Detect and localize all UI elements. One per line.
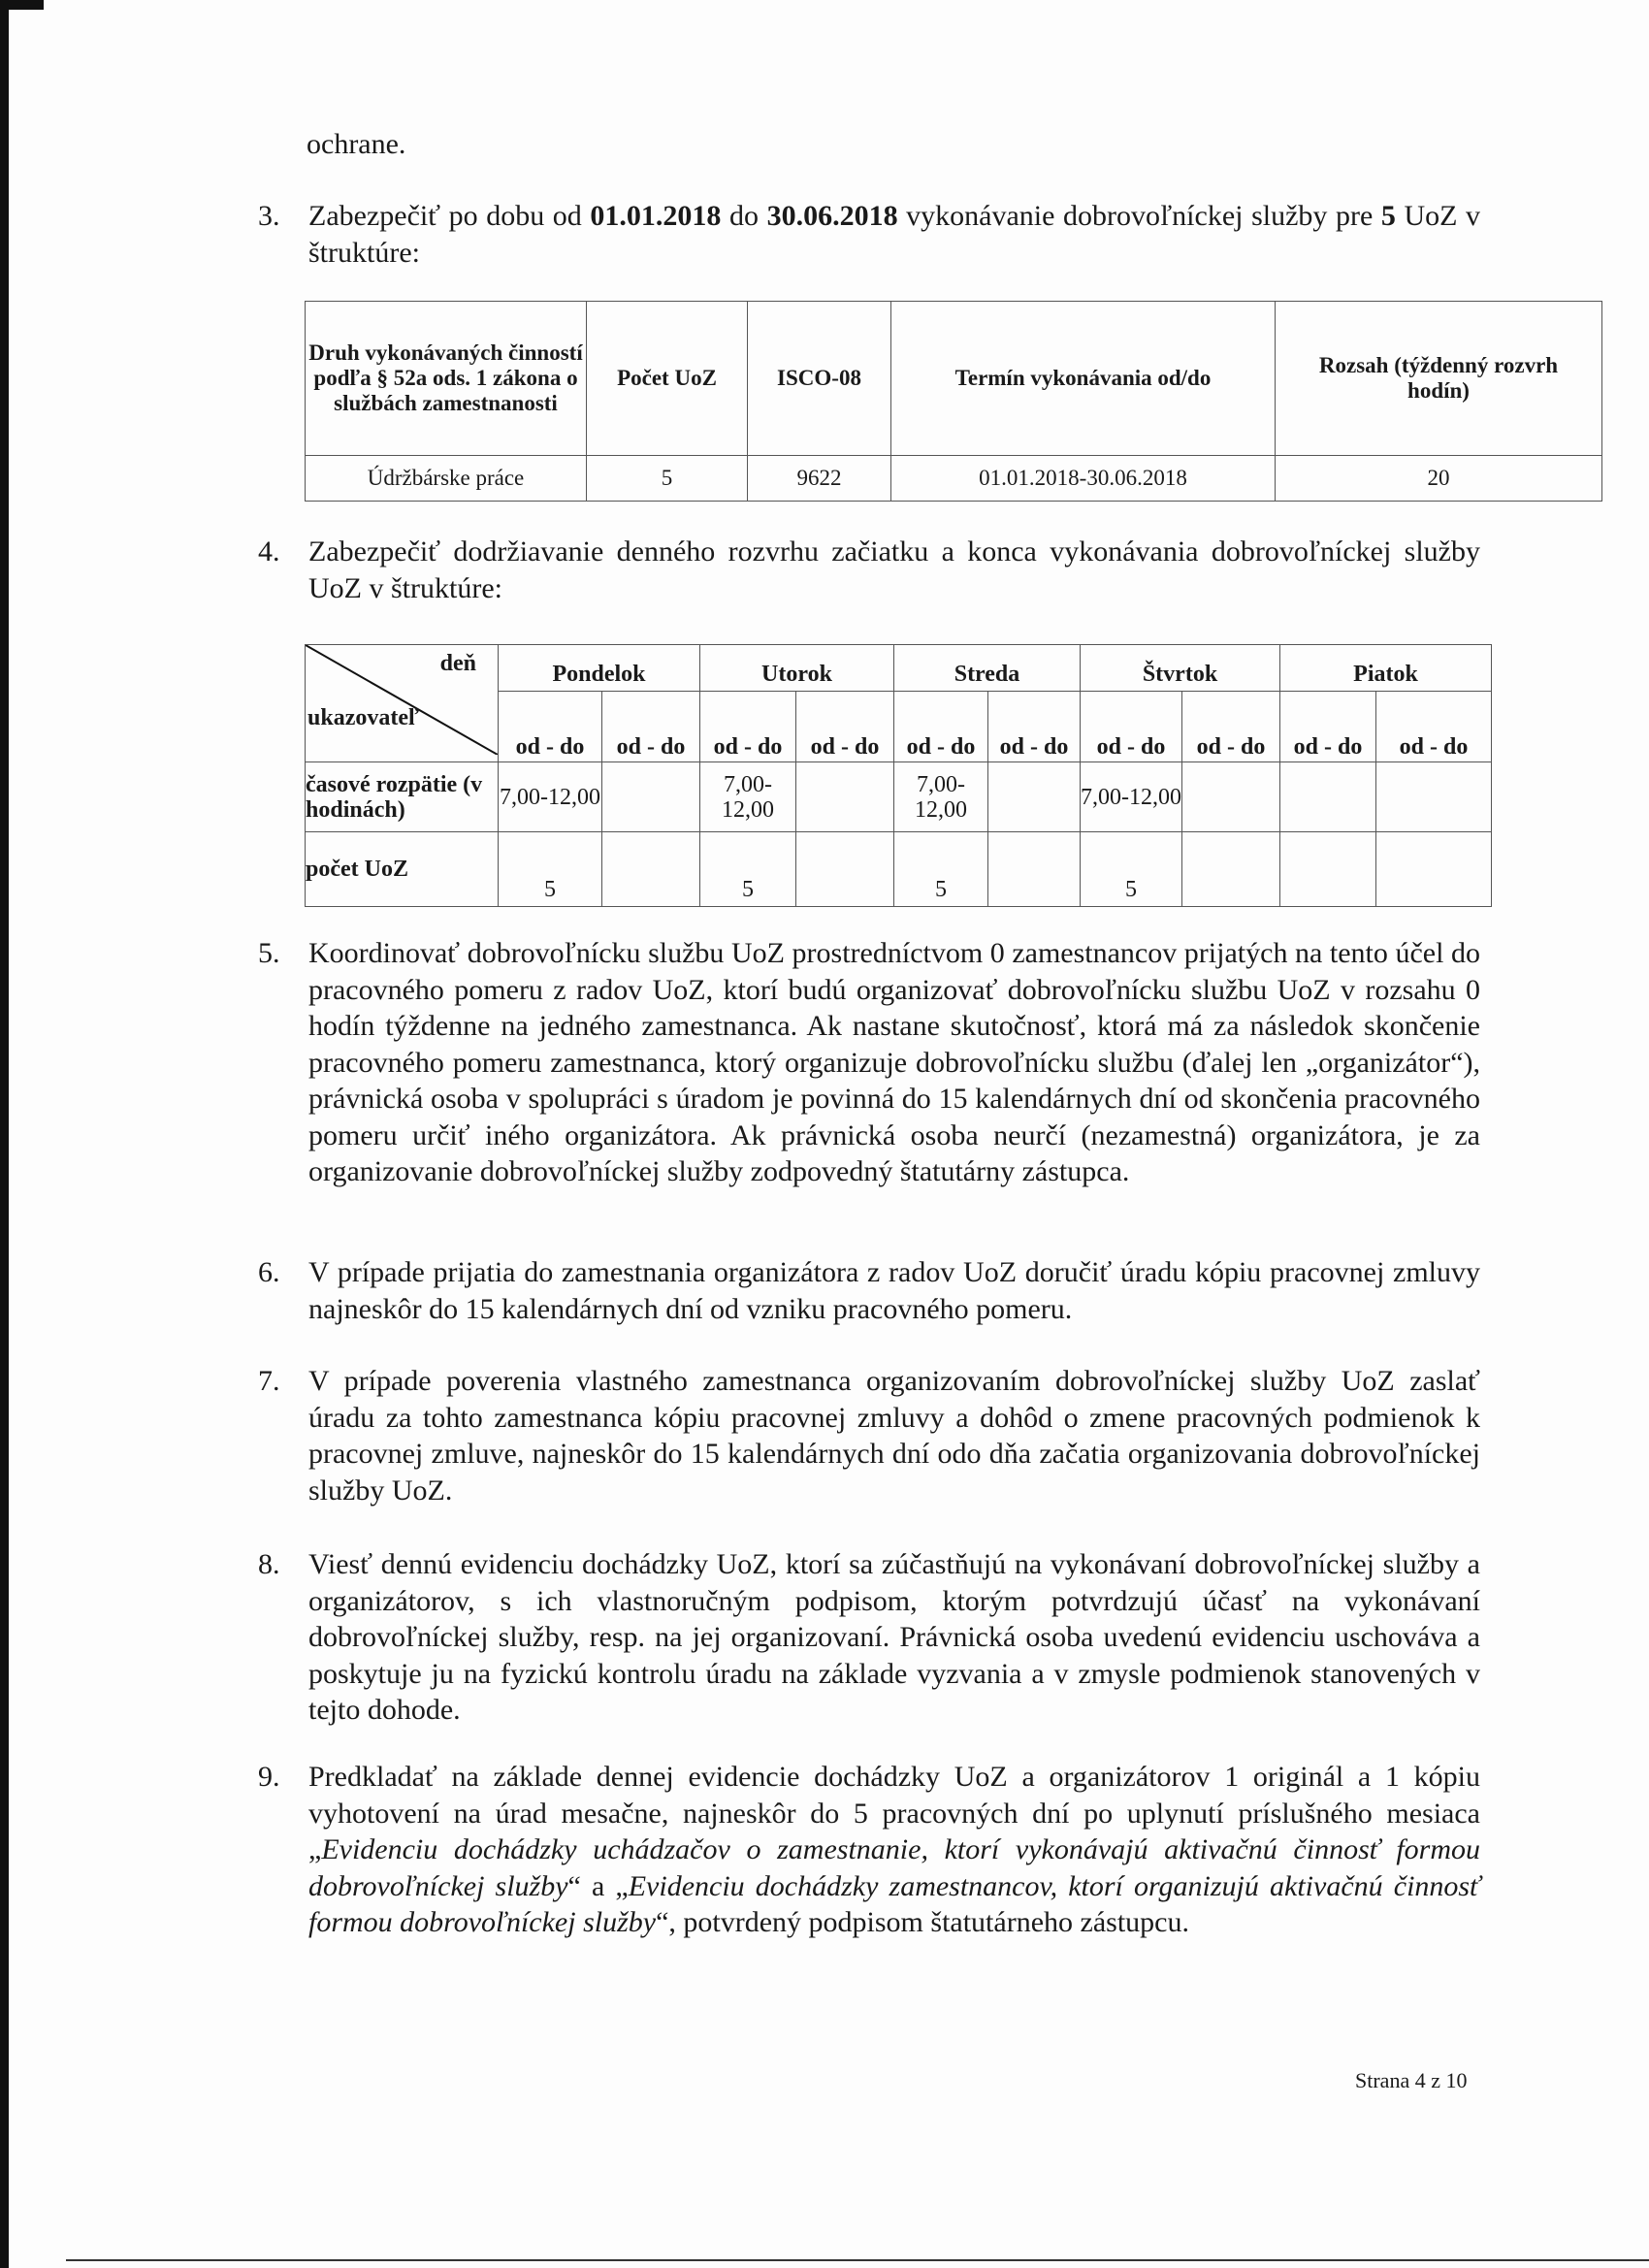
cell-time — [796, 762, 894, 832]
cell-isco: 9622 — [748, 456, 891, 502]
header-uoz-count: Počet UoZ — [587, 302, 748, 456]
cell-count — [602, 832, 700, 907]
day-header-row — [306, 645, 1492, 692]
subheader-od-do: od - do — [499, 692, 602, 762]
page-bottom-edge — [66, 2259, 1649, 2261]
item-3-text: Zabezpečiť po dobu od 01.01.2018 do 30.06.2018 vykonávanie dobrovoľníckej služby pre 5 UoZ v štruktúre: — [308, 200, 1481, 269]
table-row — [306, 832, 1492, 907]
table-header-row — [306, 302, 1602, 456]
subheader-od-do: od - do — [700, 692, 796, 762]
subheader-od-do: od - do — [1182, 692, 1280, 762]
corner-indicator-label: ukazovateľ — [307, 705, 420, 730]
header-term: Termín vykonávania od/do — [891, 302, 1276, 456]
item-9-text: Predkladať na základe dennej evidencie dochádzky UoZ a organizátorov 1 originál a 1 kópiu vyhotovení na úrad mesačne, najneskôr do 5 pracovných dní po uplynutí príslušného mesiaca „Evidenciu dochádzky uchádzačov o zamestnanie, ktorí vykonávajú aktivačnú činnosť formou dobrovoľníckej služby“ a „Evidenciu dochádzky zamestnancov, ktorí organizujú aktivačnú činnosť formou dobrovoľníckej služby“, potvrdený podpisom štatutárneho zástupcu. — [308, 1761, 1480, 1938]
cell-count: 5 — [1081, 832, 1182, 907]
cell-count: 5 — [700, 832, 796, 907]
header-isco: ISCO-08 — [748, 302, 891, 456]
item-5-text: Koordinovať dobrovoľnícku službu UoZ prostredníctvom 0 zamestnancov prijatých na tento účel do pracovného pomeru z radov UoZ, ktorí budú organizovať dobrovoľnícku službu UoZ v rozsahu 0 hodín týždenne na jedného zamestnanca. Ak nastane skutočnosť, ktorá má za následok skončenie pracovného pomeru zamestnanca, ktorý organizuje dobrovoľnícku službu (ďalej len „organizátor“), právnická osoba v spolupráci s úradom je povinná do 15 kalendárnych dní od skončenia pracovného pomeru určiť iného organizátora. Ak právnická osoba neurčí (nezamestná) organizátora, je za organizovanie dobrovoľníckej služby zodpovedný štatutárny zástupca. — [308, 937, 1480, 1187]
cell-time — [1280, 762, 1376, 832]
cell-time: 7,00-12,00 — [1081, 762, 1182, 832]
table-row — [306, 456, 1602, 502]
cell-term: 01.01.2018-30.06.2018 — [891, 456, 1276, 502]
cell-time: 7,00-12,00 — [700, 762, 796, 832]
item-number: 5. — [258, 937, 280, 969]
cell-count — [796, 832, 894, 907]
scan-edge — [0, 0, 44, 10]
subheader-od-do: od - do — [1081, 692, 1182, 762]
form-title-uoz: Evidenciu dochádzky uchádzačov o zamestnanie, ktorí vykonávajú aktivačnú činnosť formou dobrovoľníckej služby — [308, 1833, 1480, 1902]
subheader-od-do: od - do — [602, 692, 700, 762]
item-4-text: Zabezpečiť dodržiavanie denného rozvrhu začiatku a konca vykonávania dobrovoľníckej služby UoZ v štruktúre: — [308, 535, 1480, 604]
form-title-employees: Evidenciu dochádzky zamestnancov, ktorí organizujú aktivačnú činnosť formou dobrovoľníckej služby — [308, 1869, 1480, 1938]
item-number: 6. — [258, 1256, 280, 1288]
day-wednesday: Streda — [894, 645, 1081, 692]
item-number: 7. — [258, 1365, 280, 1397]
date-from: 01.01.2018 — [590, 200, 722, 232]
cell-time: 7,00-12,00 — [894, 762, 988, 832]
day-tuesday: Utorok — [700, 645, 894, 692]
item-8-text: Viesť dennú evidenciu dochádzky UoZ, ktorí sa zúčastňujú na vykonávaní dobrovoľníckej služby a organizátorov, s ich vlastnoručným podpisom, ktorým potvrdzujú účasť na vykonávaní dobrovoľníckej služby, resp. na jej organizovaní. Právnická osoba uvedenú evidenciu uschováva a poskytuje ju na fyzickú kontrolu úradu na základe vyzvania a v zmysle podmienok stanovených v tejto dohode. — [308, 1548, 1480, 1726]
cell-count — [1376, 832, 1492, 907]
day-monday: Pondelok — [499, 645, 700, 692]
row-label-uoz-count: počet UoZ — [306, 832, 499, 907]
subheader-od-do: od - do — [894, 692, 988, 762]
item-number: 4. — [258, 535, 280, 567]
page-number: Strana 4 z 10 — [1355, 2068, 1468, 2092]
item-6-text: V prípade prijatia do zamestnania organizátora z radov UoZ doručiť úradu kópiu pracovnej zmluvy najneskôr do 15 kalendárnych dní od vzniku pracovného pomeru. — [308, 1256, 1480, 1325]
cell-time — [1376, 762, 1492, 832]
day-friday: Piatok — [1280, 645, 1492, 692]
corner-cell — [306, 645, 499, 762]
cell-range: 20 — [1276, 456, 1602, 502]
intro-fragment: ochrane. — [307, 128, 406, 160]
header-activity-type: Druh vykonávaných činností podľa § 52a ods. 1 zákona o službách zamestnanosti — [306, 302, 587, 456]
cell-count: 5 — [499, 832, 602, 907]
subheader-od-do: od - do — [988, 692, 1081, 762]
scan-edge — [0, 0, 9, 2268]
day-thursday: Štvrtok — [1081, 645, 1280, 692]
item-number: 9. — [258, 1761, 280, 1793]
subheader-od-do: od - do — [796, 692, 894, 762]
cell-count — [1182, 832, 1280, 907]
subheader-od-do: od - do — [1280, 692, 1376, 762]
uoz-count: 5 — [1380, 200, 1396, 232]
cell-time — [1182, 762, 1280, 832]
table-row — [306, 762, 1492, 832]
cell-count — [1280, 832, 1376, 907]
header-range: Rozsah (týždenný rozvrh hodín) — [1276, 302, 1602, 456]
row-label-time-range: časové rozpätie (v hodinách) — [306, 762, 499, 832]
cell-count: 5 — [894, 832, 988, 907]
date-to: 30.06.2018 — [766, 200, 898, 232]
cell-time: 7,00-12,00 — [499, 762, 602, 832]
cell-count — [988, 832, 1081, 907]
schedule-table — [305, 644, 1492, 907]
item-7-text: V prípade poverenia vlastného zamestnanca organizovaním dobrovoľníckej služby UoZ zaslať úradu za tohto zamestnanca kópiu pracovnej zmluvy a dohôd o zmene pracovných podmienok k pracovnej zmluve, najneskôr do 15 kalendárnych dní odo dňa začatia organizovania dobrovoľníckej služby UoZ. — [308, 1365, 1480, 1507]
cell-time — [988, 762, 1081, 832]
cell-time — [602, 762, 700, 832]
activities-table — [305, 301, 1602, 502]
cell-count: 5 — [587, 456, 748, 502]
subheader-od-do: od - do — [1376, 692, 1492, 762]
corner-day-label: deň — [439, 651, 476, 676]
item-number: 3. — [258, 200, 280, 232]
cell-activity: Údržbárske práce — [306, 456, 587, 502]
item-number: 8. — [258, 1548, 280, 1580]
